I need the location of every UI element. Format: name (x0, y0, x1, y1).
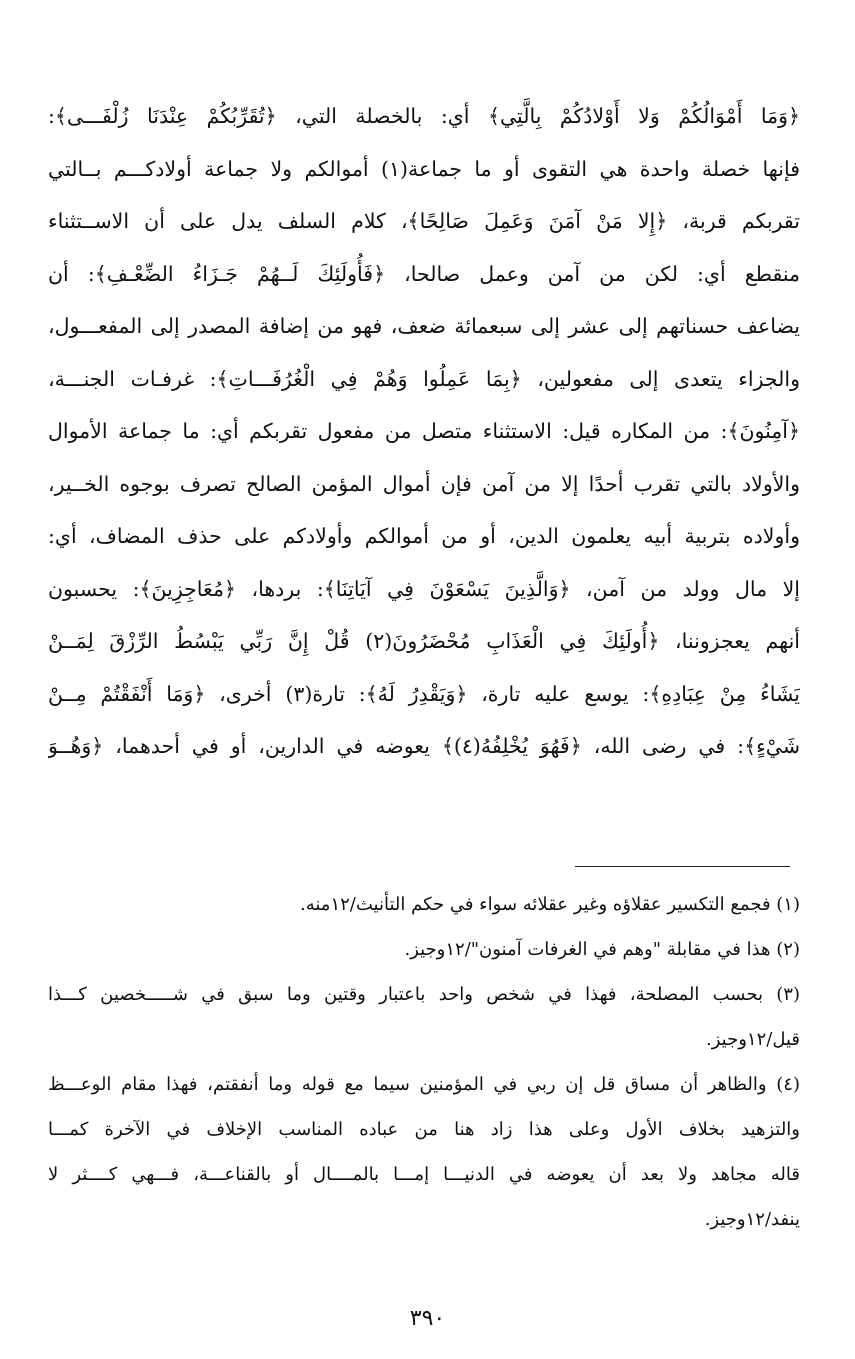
text-line: ﴿آمِنُونَ﴾: من المكاره قيل: الاستثناء متصل من مفعول تقربكم أي: ما جماعة الأموال (48, 419, 800, 443)
text-line: ﴿وَمَا أَمْوَالُكُمْ وَلا أَوْلادُكُمْ بِالَّتِي﴾ أي: بالخصلة التي، ﴿تُقَرِّبُكُمْ عِنْدَنَا زُلْفَـــى﴾: (48, 104, 800, 128)
footnote-line: ينفد/١٢وجيز. (704, 1209, 800, 1230)
text-line: منقطع أي: لكن من آمن وعمل صالحا، ﴿فَأُولَئِكَ لَــهُمْ جَـزَاءُ الضِّعْـفِ﴾: أن (48, 261, 800, 286)
footnote-line: (١) فجمع التكسير عقلاؤه وغير عقلائه سواء في حكم التأنيث/١٢منه. (299, 894, 800, 915)
text-line: والجزاء يتعدى إلى مفعولين، ﴿بِمَا عَمِلُوا وَهُمْ فِي الْغُرُفَـــاتِ﴾: غرفـات الجنـــة، (48, 366, 800, 391)
footnote-line: (٤) والظاهر أن مساق قل إن ربي في المؤمنين سيما مع قوله وما أنفقتم، فهذا مقام الوعـــظ (48, 1074, 800, 1095)
page-number: ٣٩٠ (409, 1306, 446, 1331)
text-line: شَيْءٍ﴾: في رضى الله، ﴿فَهُوَ يُخْلِفُهُ(٤)﴾ يعوضه في الدارين، أو في أحدهما، ﴿وَهُــوَ (48, 734, 800, 758)
text-line: تقربكم قربة، ﴿إِلا مَنْ آمَنَ وَعَمِلَ صَالِحًا﴾، كلام السلف يدل على أن الاســتثناء (48, 209, 800, 233)
text-line: أنهم يعجزوننا، ﴿أُولَئِكَ فِي الْعَذَابِ مُحْضَرُونَ(٢) قُلْ إِنَّ رَبِّي يَبْسُطُ الرِّزْقَ لِمَــنْ (48, 629, 800, 653)
text-line: إلا مال وولد من آمن، ﴿وَالَّذِينَ يَسْعَوْنَ فِي آيَاتِنَا﴾: بردها، ﴿مُعَاجِزِينَ﴾: يحسبون (48, 576, 800, 601)
footnote-line: (٢) هذا في مقابلة "وهم في الغرفات آمنون"/١٢وجيز. (404, 939, 800, 960)
footnotes (48, 882, 800, 1242)
text-line: وأولاده بتربية أبيه يعلمون الدين، أو من أموالكم وأولادكم على حذف المضاف، أي: (48, 524, 800, 548)
footnote-line: (٣) بحسب المصلحة، فهذا في شخص واحد باعتبار وقتين وما سبق في شـــــخصين كـــذا (48, 984, 800, 1005)
text-line: والأولاد بالتي تقرب أحدًا إلا من آمن فإن أموال المؤمن الصالح تصرف بوجوه الخــير، (48, 471, 800, 496)
main-text (48, 90, 800, 773)
footnote-line: قاله مجاهد ولا بعد أن يعوضه في الدنيـــا إمـــا بالمــــال أو بالقناعـــة، فـــهي كــــثر لا (48, 1164, 800, 1185)
text-line: يضاعف حسناتهم إلى عشر إلى سبعمائة ضعف، فهو من إضافة المصدر إلى المفعـــول، (48, 314, 800, 338)
text-line: يَشَاءُ مِنْ عِبَادِهِ﴾: يوسع عليه تارة، ﴿وَيَقْدِرُ لَهُ﴾: تارة(٣) أخرى، ﴿وَمَا أَنْفَقْتُمْ مِــنْ (48, 681, 800, 706)
footnote-separator (575, 866, 790, 867)
footnote-line: والتزهيد بخلاف الأول وعلى هذا زاد هنا من عباده المناسب الإخلاف في الآخرة كمـــا (48, 1119, 800, 1140)
footnote-line: قيل/١٢وجيز. (706, 1029, 800, 1050)
text-line: فإنها خصلة واحدة هي التقوى أو ما جماعة(١) أموالكم ولا جماعة أولادكـــم بــالتي (48, 156, 800, 181)
